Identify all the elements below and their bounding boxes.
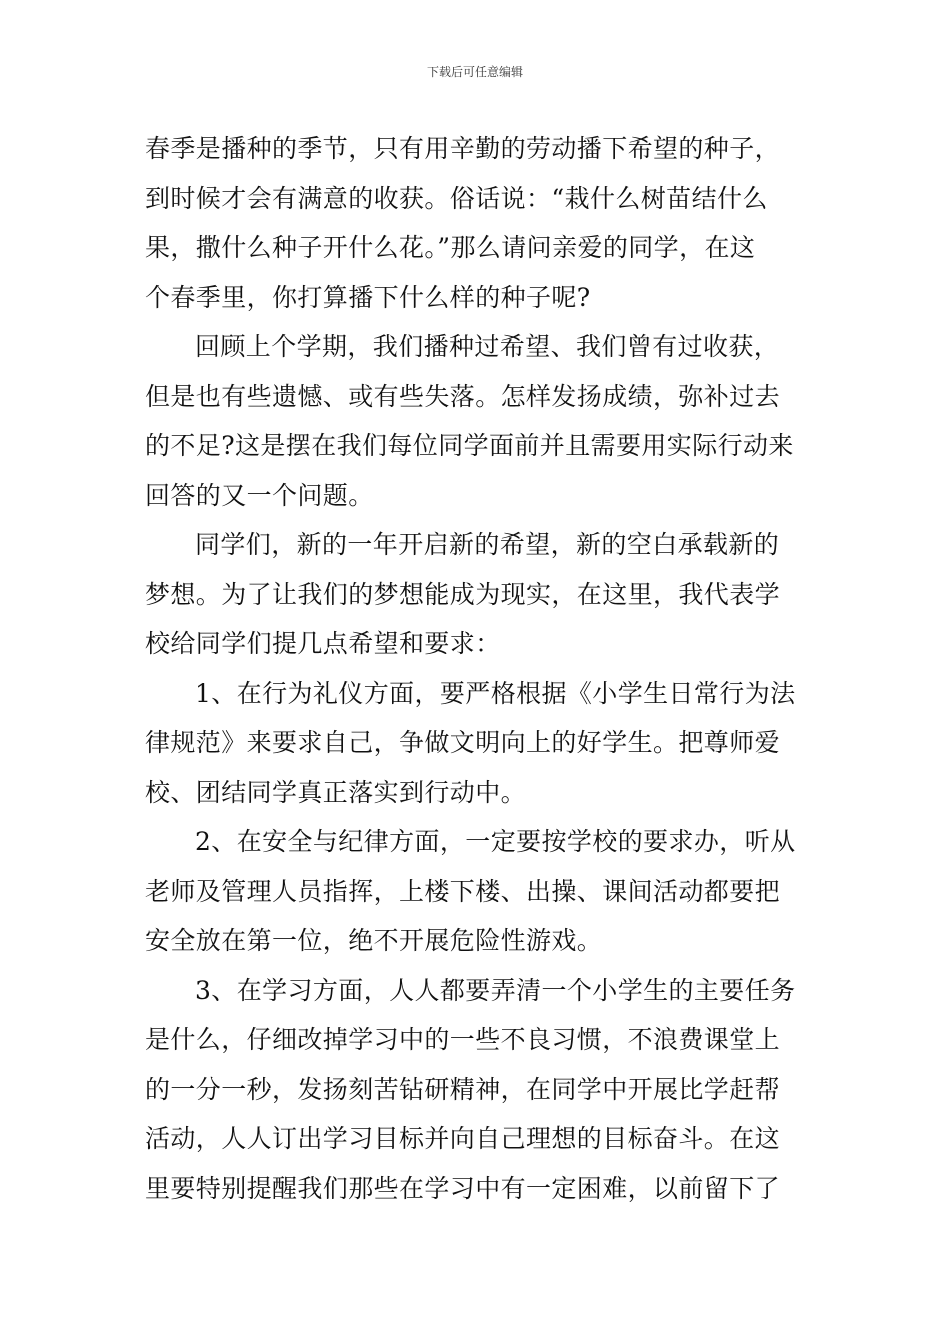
paragraph-line: 的不足?这是摆在我们每位同学面前并且需要用实际行动来 — [145, 431, 794, 460]
paragraph-line: 同学们，新的一年开启新的希望，新的空白承载新的 — [195, 530, 780, 559]
paragraph-line: 的一分一秒，发扬刻苦钻研精神，在同学中开展比学赶帮 — [145, 1074, 781, 1104]
paragraph-line: 校、团结同学真正落实到行动中。 — [145, 777, 527, 807]
paragraph-new-year-hopes — [145, 520, 810, 669]
paragraph-line: 律规范》来要求自己，争做文明向上的好学生。把尊师爱 — [145, 728, 781, 757]
paragraph-line: 3、在学习方面，人人都要弄清一个小学生的主要任务 — [195, 975, 796, 1005]
paragraph-line: 2、在安全与纪律方面，一定要按学校的要求办，听从 — [195, 827, 796, 856]
paragraph-line: 是什么，仔细改掉学习中的一些不良习惯，不浪费课堂上 — [145, 1025, 781, 1054]
paragraph-line: 但是也有些遗憾、或有些失落。怎样发扬成绩，弥补过去 — [145, 381, 781, 411]
page-header: 下载后可任意编辑 — [426, 65, 523, 79]
paragraph-line: 梦想。为了让我们的梦想能成为现实，在这里，我代表学 — [145, 579, 781, 609]
paragraph-line: 回答的又一个问题。 — [145, 480, 374, 510]
paragraph-line: 到时候才会有满意的收获。俗话说：“栽什么树苗结什么 — [145, 183, 768, 213]
paragraph-line: 1、在行为礼仪方面，要严格根据《小学生日常行为法 — [195, 678, 796, 708]
paragraph-line: 果，撒什么种子开什么花。”那么请问亲爱的同学，在这 — [145, 233, 756, 262]
paragraph-line: 春季是播种的季节，只有用辛勤的劳动播下希望的种子， — [145, 134, 781, 163]
paragraph-item-safety — [145, 817, 810, 966]
document-body — [145, 124, 810, 1213]
paragraph-line: 校给同学们提几点希望和要求： — [145, 629, 501, 658]
paragraph-line: 安全放在第一位，绝不开展危险性游戏。 — [145, 926, 603, 955]
paragraph-item-etiquette — [145, 669, 810, 818]
paragraph-line: 个春季里，你打算播下什么样的种子呢? — [145, 282, 591, 312]
paragraph-line: 活动，人人订出学习目标并向自己理想的目标奋斗。在这 — [145, 1124, 781, 1153]
paragraph-line: 里要特别提醒我们那些在学习中有一定困难，以前留下了 — [145, 1173, 781, 1203]
paragraph-item-study — [145, 966, 810, 1214]
paragraph-line: 回顾上个学期，我们播种过希望、我们曾有过收获， — [195, 332, 780, 361]
paragraph-spring-sowing — [145, 124, 810, 322]
paragraph-review-last-term — [145, 322, 810, 520]
paragraph-line: 老师及管理人员指挥，上楼下楼、出操、课间活动都要把 — [145, 876, 781, 906]
